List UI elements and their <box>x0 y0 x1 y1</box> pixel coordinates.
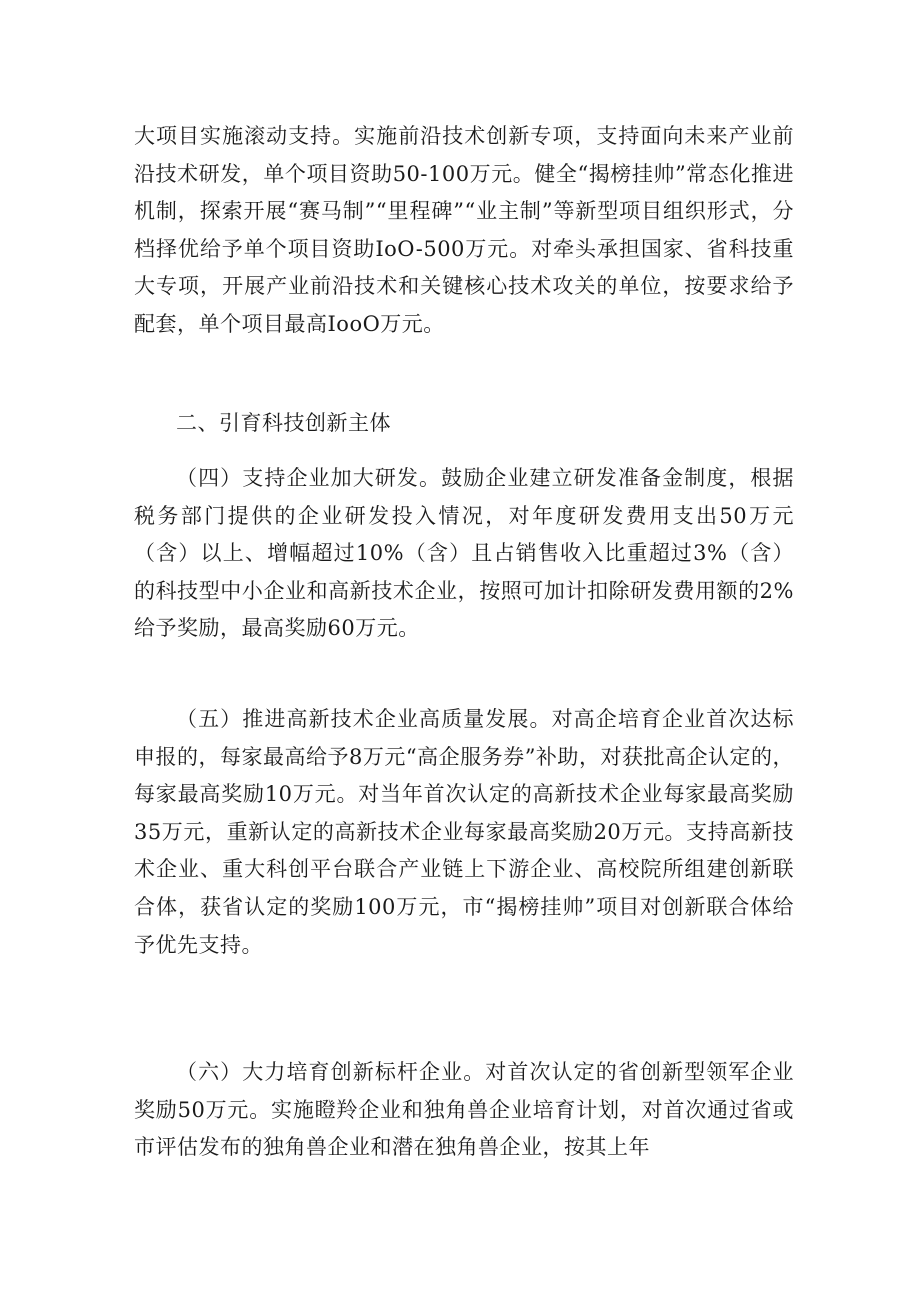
section-heading: 二、引育科技创新主体 <box>176 411 391 435</box>
paragraph-continued: 大项目实施滚动支持。实施前沿技术创新专项，支持面向未来产业前沿技术研发，单个项目资助50-100万元。健全“揭榜挂帅”常态化推进机制，探索开展“赛马制”“里程碑”“业主制”等新型项目组织形式，分档择优给予单个项目资助IoO-500万元。对牵头承担国家、省科技重大专项，开展产业前沿技术和关键核心技术攻关的单位，按要求给予配套，单个项目最高IooO万元。 <box>134 124 794 336</box>
paragraph-item-5: （五）推进高新技术企业高质量发展。对高企培育企业首次达标申报的，每家最高给予8万元“高企服务券”补助，对获批高企认定的，每家最高奖励10万元。对当年首次认定的高新技术企业每家最高奖励35万元，重新认定的高新技术企业每家最高奖励20万元。支持高新技术企业、重大科创平台联合产业链上下游企业、高校院所组建创新联合体，获省认定的奖励100万元，市“揭榜挂帅”项目对创新联合体给予优先支持。 <box>134 707 794 957</box>
paragraph-item-4: （四）支持企业加大研发。鼓励企业建立研发准备金制度，根据税务部门提供的企业研发投入情况，对年度研发费用支出50万元（含）以上、增幅超过10%（含）且占销售收入比重超过3%（含）的科技型中小企业和高新技术企业，按照可加计扣除研发费用额的2%给予奖励，最高奖励60万元。 <box>134 466 794 641</box>
paragraph-item-6: （六）大力培育创新标杆企业。对首次认定的省创新型领军企业奖励50万元。实施瞪羚企业和独角兽企业培育计划，对首次通过省或市评估发布的独角兽企业和潜在独角兽企业，按其上年 <box>134 1060 794 1160</box>
